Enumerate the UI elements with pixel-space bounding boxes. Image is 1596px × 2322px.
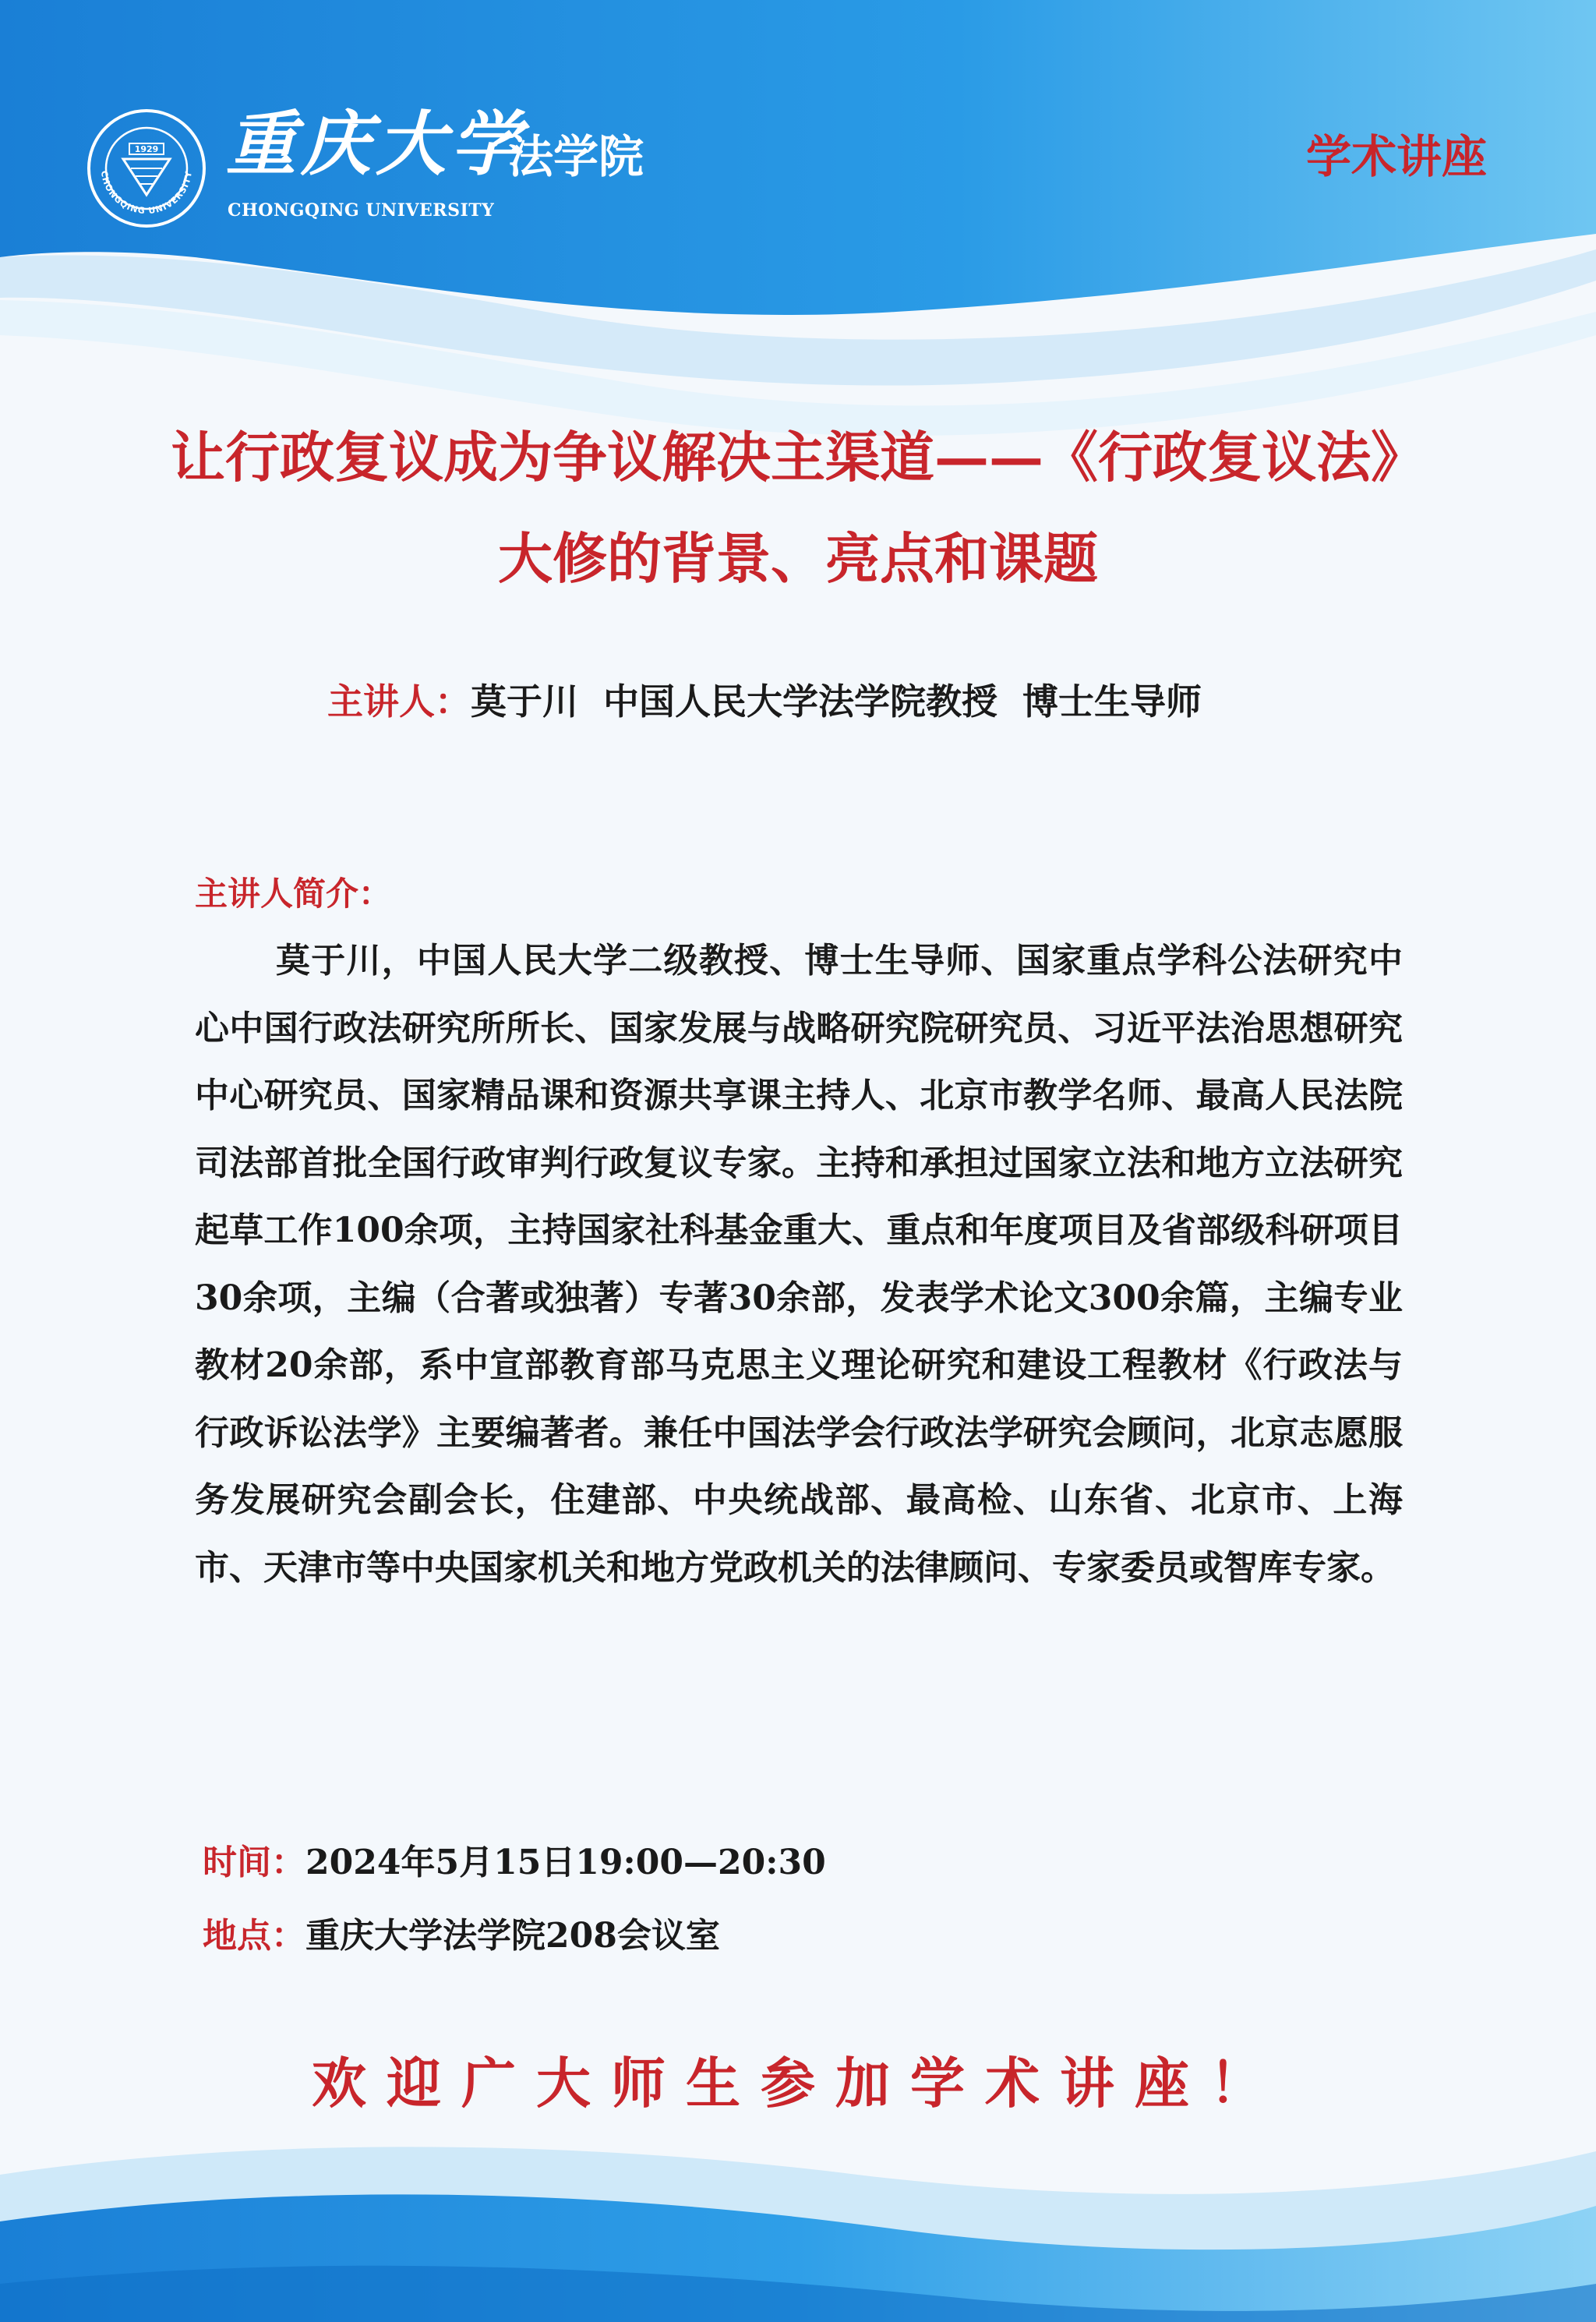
- bio-heading: 主讲人简介：: [195, 875, 392, 913]
- speaker-line: [327, 680, 1202, 723]
- university-logo: [86, 108, 207, 229]
- lecture-title-line1: 让行政复议成为争议解决主渠道——《行政复议法》: [171, 425, 1425, 489]
- university-name-en: CHONGQING UNIVERSITY: [228, 200, 495, 221]
- time-value: 2024年5月15日19:00—20:30: [305, 1843, 826, 1882]
- place-line: [203, 1916, 720, 1956]
- logo-year: 1929: [134, 144, 159, 154]
- university-name-cn: 重庆大学: [226, 103, 525, 186]
- speaker-label: 主讲人：: [327, 680, 471, 723]
- speaker-value: 莫于川 中国人民大学法学院教授 博士生导师: [471, 680, 1202, 723]
- place-label: 地点：: [203, 1916, 305, 1956]
- welcome-message: 欢迎广大师生参加学术讲座！: [312, 2051, 1284, 2115]
- place-value: 重庆大学法学院208会议室: [305, 1916, 720, 1956]
- logo-ring-text: CHONGQING UNIVERSITY: [98, 170, 195, 217]
- time-line: [203, 1843, 826, 1882]
- lecture-title-line2: 大修的背景、亮点和课题: [498, 526, 1098, 591]
- time-label: 时间：: [203, 1843, 305, 1882]
- school-name: 法学院: [508, 130, 644, 183]
- lecture-tag: 学术讲座: [1306, 130, 1488, 183]
- bio-text: 莫于川，中国人民大学二级教授、博士生导师、国家重点学科公法研究中心中国行政法研究所所长、国家发展与战略研究院研究员、习近平法治思想研究中心研究员、国家精品课和资源共享课主持人、北京市教学名师、最高人民法院司法部首批全国行政审判行政复议专家。主持和承担过国家立法和地方立法研究起草工作100余项，主持国家社科基金重大、重点和年度项目及省部级科研项目30余项，主编（合著或独著）专著30余部，发表学术论文300余篇，主编专业教材20余部，系中宣部教育部马克思主义理论研究和建设工程教材《行政法与行政诉讼法学》主要编著者。兼任中国法学会行政法学研究会顾问，北京志愿服务发展研究会副会长，住建部、中央统战部、最高检、山东省、北京市、上海市、天津市等中央国家机关和地方党政机关的法律顾问、专家委员或智库专家。: [195, 941, 1403, 1588]
